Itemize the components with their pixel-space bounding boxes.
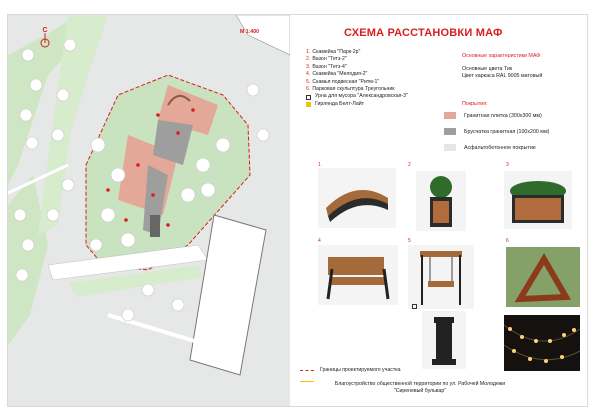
photo-label: 1	[318, 162, 321, 168]
photo-label: 5	[408, 238, 411, 244]
bench-melodia-image	[318, 245, 398, 305]
planter-tetz4-image	[504, 171, 572, 229]
characteristics-line: Цвет каркаса RAL 9005 матовый	[462, 73, 543, 79]
legend-item: 4. Скамейка "Мелодия-2"	[306, 71, 368, 78]
planter-tetz2-image	[416, 171, 466, 231]
legend-item: 2. Вазон "Тетз-2"	[306, 56, 347, 63]
legend-item: 6. Парковая скульптура Треугольник	[306, 86, 395, 93]
characteristics-header: Основные характеристики МАФ:	[462, 53, 542, 59]
page-title: СХЕМА РАССТАНОВКИ МАФ	[344, 27, 503, 39]
boundary-legend: Границы проектируемого участка	[300, 367, 400, 373]
project-caption: Благоустройство общественной территории по ул. Рабочей Молодежи "Сиреневый бульвар"	[334, 381, 506, 394]
legend-item: 1. Скамейка "Парк-2р"	[306, 49, 361, 55]
info-panel	[298, 15, 587, 406]
coverage-item-granite: Гранитная плитка (300х300 мм)	[444, 112, 542, 119]
drawing-sheet	[7, 14, 588, 407]
square-icon	[306, 95, 311, 100]
sculpture-triangle-image	[506, 247, 580, 307]
photo-label: 3	[506, 162, 509, 168]
maf-legend	[306, 49, 456, 108]
swing-bench-image	[408, 245, 474, 309]
north-arrow-icon	[38, 25, 52, 49]
legend-item: 5. Скамья подвесная "Ритм-1"	[306, 78, 380, 85]
svg-text:С: С	[42, 27, 48, 34]
photo-label: 6	[506, 238, 509, 244]
coverage-item-asphalt: Асфальтобетонное покрытие	[444, 144, 536, 151]
legend-item: Гирлянда Белт-Лайт	[306, 101, 456, 108]
garland-icon	[306, 102, 311, 107]
characteristics-line: Основные цвета Тик	[462, 66, 513, 72]
legend-item: Урна для мусора "Александровская-3"	[306, 93, 456, 100]
legend-item: 3. Вазон "Тетз-4"	[306, 63, 347, 70]
site-plan	[8, 15, 290, 406]
bench-park-image	[318, 168, 396, 228]
scale-label: М 1:400	[240, 29, 260, 35]
garland-image	[504, 315, 580, 371]
site-plan-drawing	[8, 15, 290, 406]
photo-label: 4	[318, 238, 321, 244]
coverage-header: Покрытия:	[462, 101, 488, 107]
characteristics	[462, 53, 542, 80]
trash-bin-image	[422, 311, 466, 369]
photo-label: 2	[408, 162, 411, 168]
square-icon	[412, 304, 417, 309]
coverage-item-paving: Брусчатка гранитная (100х200 мм)	[444, 128, 549, 135]
boundary-line-icon	[300, 370, 314, 371]
